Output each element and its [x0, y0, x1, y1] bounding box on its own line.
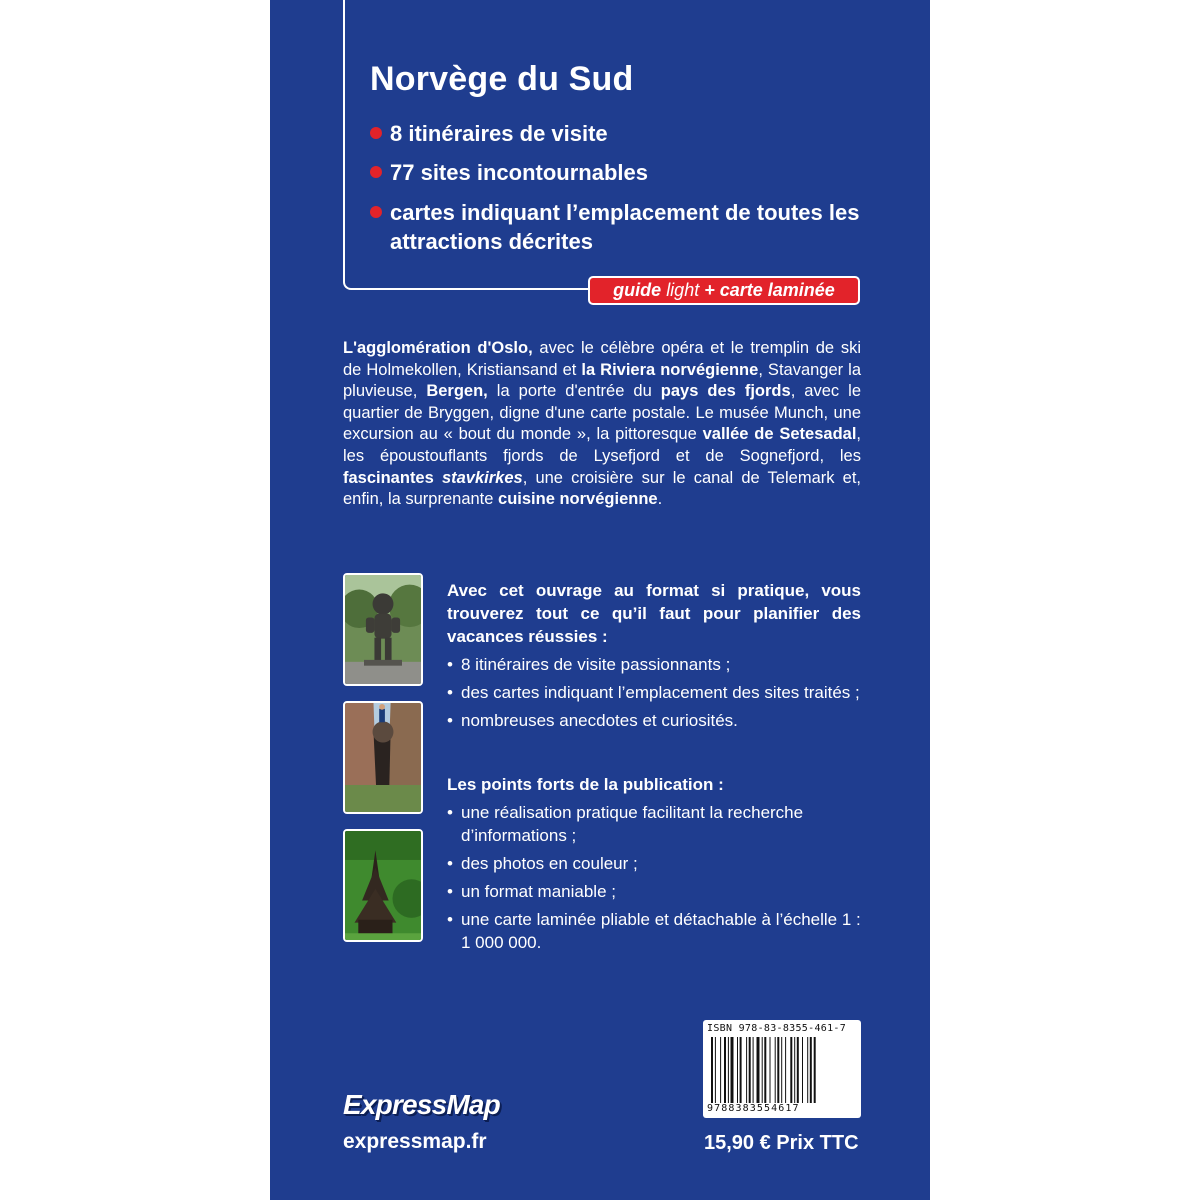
expressmap-logo: ExpressMap — [343, 1089, 500, 1120]
lead-paragraph: Avec cet ouvrage au format si pratique, vous trouverez tout ce qu’il faut pour planifier des vacances réussies : — [447, 581, 861, 646]
highlight-text: fascinantes — [343, 468, 442, 487]
body-text: , avec le quartier de Bryggen, digne d'une carte postale. Le musée Munch, une excursion au « bout du monde », la pittoresque — [343, 382, 862, 444]
list-item: • une carte laminée pliable et détachable à l’échelle 1 : 1 000 000. — [447, 908, 861, 954]
tag-light-text: light — [666, 280, 700, 300]
highlight-text: pays des fjords — [660, 382, 791, 401]
list-item: • des cartes indiquant l’emplacement des sites traités ; — [447, 681, 861, 704]
feature-item: cartes indiquant l’emplacement de toutes les attractions décrites — [370, 198, 860, 256]
description-paragraph — [343, 338, 861, 511]
list-item: • un format maniable ; — [447, 880, 861, 903]
feature-item: 8 itinéraires de visite — [370, 119, 860, 148]
kjeragbolten-photo — [343, 701, 423, 814]
list-item: • une réalisation pratique facilitant la recherche d’informations ; — [447, 801, 861, 847]
guide-tag-badge — [588, 276, 860, 305]
lead-list — [447, 653, 861, 732]
book-back-cover — [270, 0, 930, 1200]
highlight-text: L'agglomération d'Oslo, — [343, 339, 533, 357]
strengths-list — [447, 801, 861, 954]
strengths-heading: Les points forts de la publication : — [447, 775, 724, 794]
body-text: avec le célèbre opéra et le tremplin de ski de Holmekollen, Kristiansand et — [343, 339, 862, 379]
statue-photo — [343, 573, 423, 686]
barcode-graphic — [711, 1037, 853, 1103]
strengths-block — [447, 773, 861, 954]
highlight-text: stavkirkes — [441, 468, 523, 487]
feature-item: 77 sites incontournables — [370, 158, 860, 187]
tag-guide-text: guide — [613, 280, 662, 300]
tag-map-text: + carte laminée — [704, 280, 835, 300]
website-url: expressmap.fr — [343, 1130, 487, 1153]
features-block — [447, 579, 861, 732]
list-item: • nombreuses anecdotes et curiosités. — [447, 709, 861, 732]
price-label: 15,90 € Prix TTC — [704, 1132, 859, 1154]
body-text: , les époustouflants fjords de Lysefjord et de Sognefjord, les — [343, 425, 861, 465]
body-text: , Stavanger la pluvieuse, — [343, 360, 862, 401]
highlight-text: la Riviera norvégienne — [581, 360, 759, 379]
barcode-box — [703, 1020, 861, 1118]
body-text: la porte d'entrée du — [487, 382, 661, 401]
list-item: • 8 itinéraires de visite passionnants ; — [447, 653, 861, 676]
stave-church-photo — [343, 829, 423, 942]
highlight-text: Bergen, — [426, 382, 488, 401]
isbn-label: ISBN 978-83-8355-461-7 — [707, 1023, 847, 1034]
list-item: • des photos en couleur ; — [447, 852, 861, 875]
highlight-text: cuisine norvégienne — [498, 490, 658, 509]
highlight-text: vallée de Setesadal — [702, 425, 857, 444]
body-text: . — [657, 490, 663, 509]
body-text: , une croisière sur le canal de Telemark et, enfin, la surprenante — [343, 468, 861, 509]
book-title: Norvège du Sud — [370, 60, 634, 98]
ean-number: 9788383554617 — [707, 1103, 800, 1114]
